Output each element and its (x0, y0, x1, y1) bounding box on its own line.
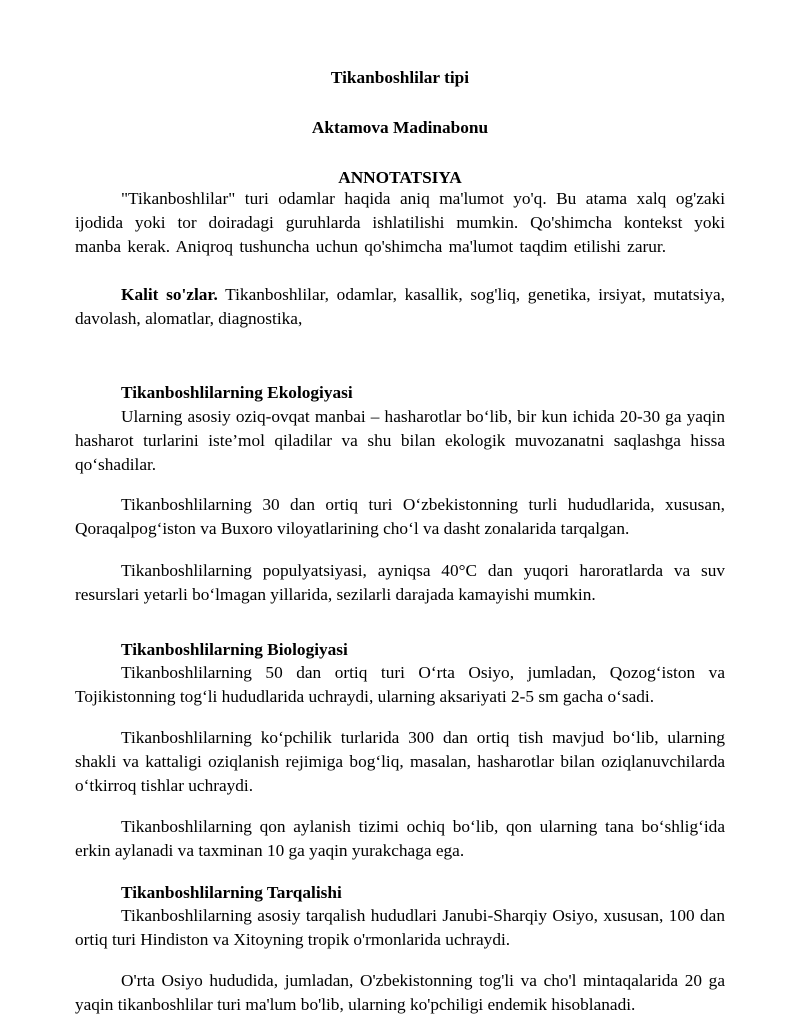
section-heading-distribution: Tikanboshlilarning Tarqalishi (121, 883, 342, 902)
section-paragraph: Tikanboshlilarning 50 dan ortiq turi O‘rta Osiyo, jumladan, Qozog‘iston va Tojikistonning tog‘li hududlarida uchraydi, ularning aksariyati 2-5 sm gacha o‘sadi. (75, 663, 725, 707)
keywords-paragraph (75, 283, 725, 331)
section-paragraph: Tikanboshlilarning 30 dan ortiq turi O‘zbekistonning turli hududlarida, xususan, Qoraqalpog‘iston va Buxoro viloyatlarining cho‘l va dasht zonalarida tarqalgan. (75, 495, 725, 539)
section-heading-ecology: Tikanboshlilarning Ekologiyasi (121, 383, 353, 402)
section-paragraph: Tikanboshlilarning asosiy tarqalish hududlari Janubi-Sharqiy Osiyo, xususan, 100 dan ortiq turi Hindiston va Xitoyning tropik o'rmonlarida uchraydi. (75, 906, 725, 950)
document-title: Tikanboshlilar tipi (330, 68, 470, 87)
keywords-label: Kalit so'zlar. (121, 285, 218, 304)
section-paragraph: Ularning asosiy oziq-ovqat manbai – hasharotlar bo‘lib, bir kun ichida 20-30 ga yaqin hasharot turlarini iste’mol qiladilar va shu bilan ekologik muvozanatni saqlashga hissa qo‘shadilar. (75, 407, 725, 475)
annotation-heading: ANNOTATSIYA (338, 168, 462, 187)
section-paragraph: Tikanboshlilarning qon aylanish tizimi ochiq bo‘lib, qon ularning tana bo‘shlig‘ida erkin aylanadi va taxminan 10 ga yaqin yurakchaga ega. (75, 817, 725, 861)
section-paragraph: Tikanboshlilarning populyatsiyasi, ayniqsa 40°C dan yuqori haroratlarda va suv resurslari yetarli bo‘lmagan yillarida, sezilarli darajada kamayishi mumkin. (75, 561, 725, 605)
section-paragraph: O'rta Osiyo hududida, jumladan, O'zbekistonning tog'li va cho'l mintaqalarida 20 ga yaqin tikanboshlilar turi ma'lum bo'lib, ularning ko'pchiligi endemik hisoblanadi. (75, 971, 725, 1015)
section-heading-biology: Tikanboshlilarning Biologiyasi (121, 640, 348, 659)
author-name: Aktamova Madinabonu (311, 118, 489, 137)
keywords-text: Tikanboshlilar, odamlar, kasallik, sog'liq, genetika, irsiyat, mutatsiya, davolash, alomatlar, diagnostika, (75, 285, 725, 329)
annotation-text: "Tikanboshlilar" turi odamlar haqida aniq ma'lumot yo'q. Bu atama xalq og'zaki ijodida yoki tor doiradagi guruhlarda ishlatilishi mumkin. Qo'shimcha kontekst yoki manba kerak. Aniqroq tushuncha uchun qo'shimcha ma'lumot taqdim etilishi zarur. (75, 189, 725, 257)
section-paragraph: Tikanboshlilarning ko‘pchilik turlarida 300 dan ortiq tish mavjud bo‘lib, ularning shakli va kattaligi oziqlanish rejimiga bog‘liq, masalan, hasharotlar bilan oziqlanuvchilarda o‘tkirroq tishlar uchraydi. (75, 728, 725, 796)
